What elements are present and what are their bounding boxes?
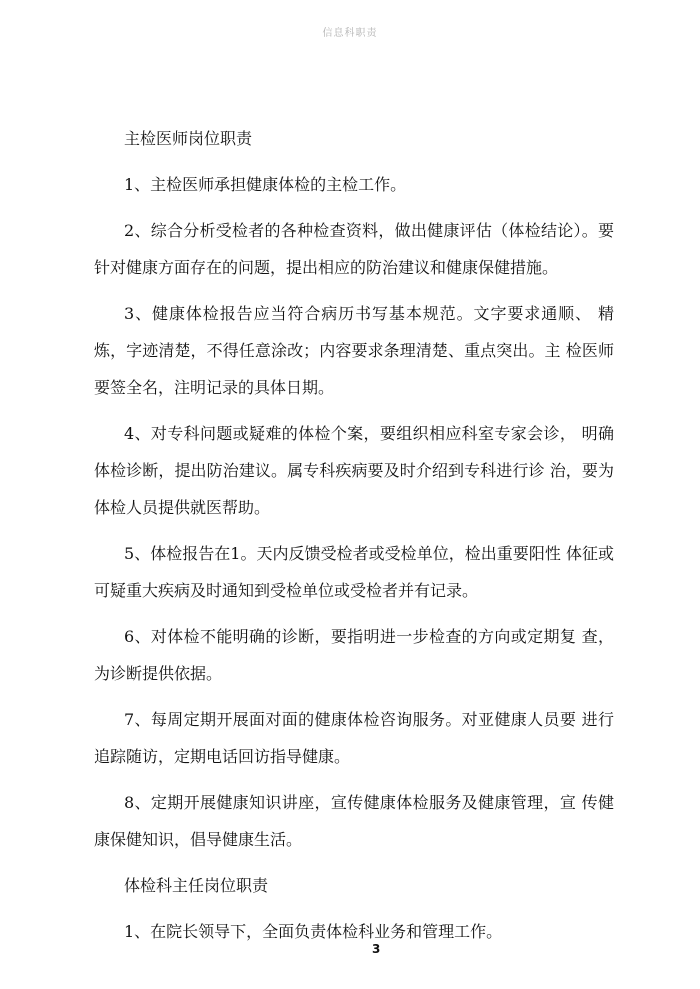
paragraph-5: 5、体检报告在1。天内反馈受检者或受检单位，检出重要阳性 体征或可疑重大疾病及时通知到受检单位或受检者并有记录。 <box>94 544 614 600</box>
page-header: 信息科职责 <box>322 28 378 39</box>
section-chief-examiner <box>94 120 614 858</box>
paragraph-2: 2、综合分析受检者的各种检查资料，做出健康评估（体检结论）。要针对健康方面存在的问题，提出相应的防治建议和健康保健措施。 <box>94 221 614 277</box>
document-body <box>94 120 614 959</box>
page-number: 3 <box>372 942 381 956</box>
paragraph-6: 6、对体检不能明确的诊断，要指明进一步检查的方向或定期复 查，为诊断提供依据。 <box>94 627 614 683</box>
section-title: 主检医师岗位职责 <box>124 129 253 148</box>
paragraph-1: 1、在院长领导下，全面负责体检科业务和管理工作。 <box>124 922 503 941</box>
paragraph-4: 4、对专科问题或疑难的体检个案，要组织相应科室专家会诊， 明确体检诊断，提出防治建议。属专科疾病要及时介绍到专科进行诊 治，要为体检人员提供就医帮助。 <box>94 424 614 517</box>
section-title: 体检科主任岗位职责 <box>124 876 269 895</box>
section-department-director <box>94 867 614 950</box>
paragraph-8: 8、定期开展健康知识讲座，宣传健康体检服务及健康管理，宣 传健康保健知识，倡导健康生活。 <box>94 793 614 849</box>
paragraph-7: 7、每周定期开展面对面的健康体检咨询服务。对亚健康人员要 进行追踪随访，定期电话回访指导健康。 <box>94 710 614 766</box>
paragraph-1: 1、主检医师承担健康体检的主检工作。 <box>124 175 407 194</box>
paragraph-3: 3、健康体检报告应当符合病历书写基本规范。文字要求通顺、 精炼，字迹清楚，不得任意涂改；内容要求条理清楚、重点突出。主 检医师要签全名，注明记录的具体日期。 <box>94 304 614 397</box>
